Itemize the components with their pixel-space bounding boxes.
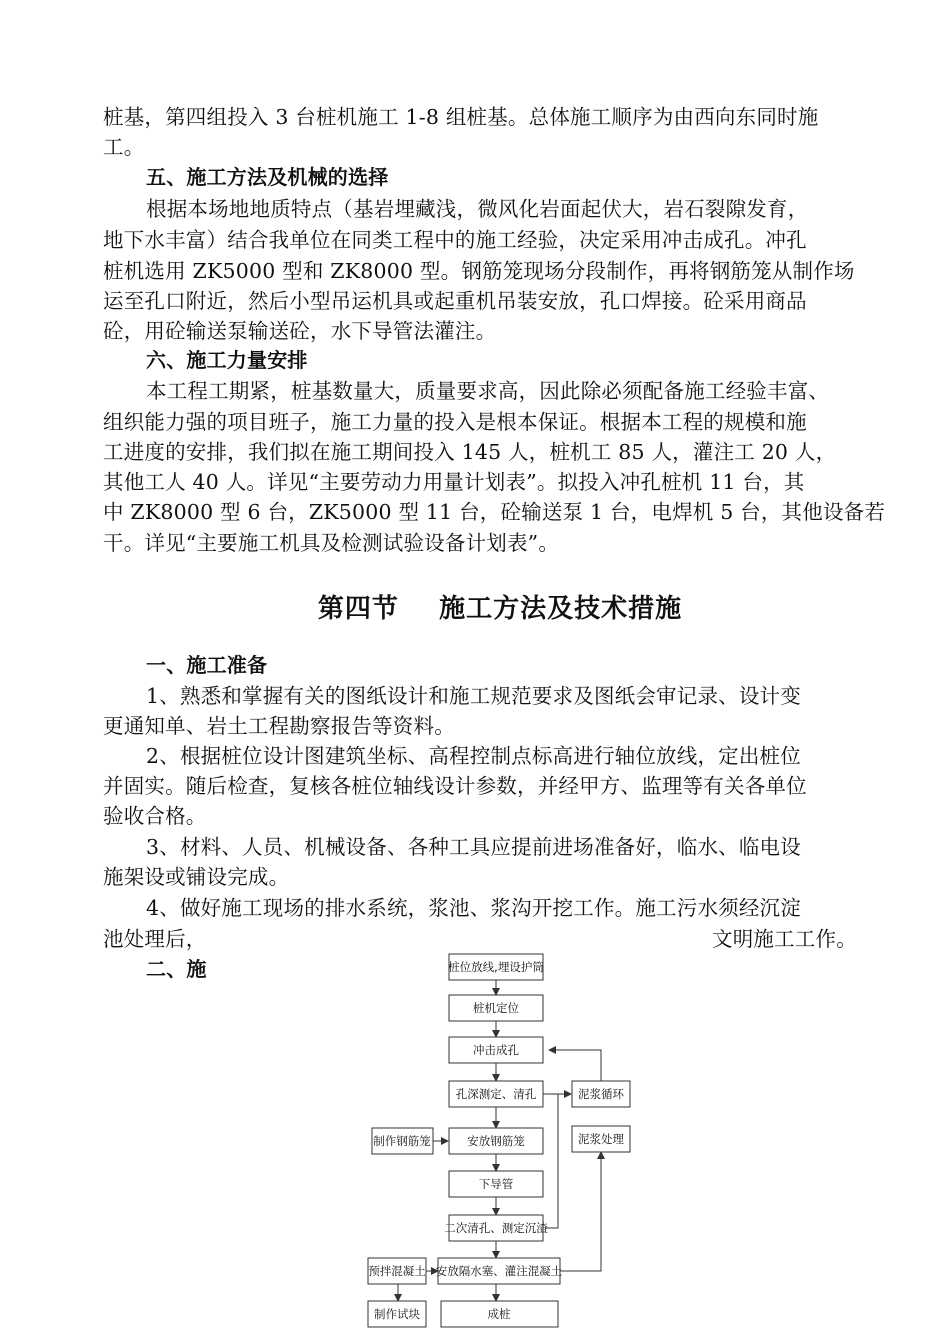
flow-line [542, 1094, 558, 1228]
flowchart-label: 制作钢筋笼 [373, 1134, 431, 1148]
paragraph-line: 桩机选用 ZK5000 型和 ZK8000 型。钢筋笼现场分段制作，再将钢筋笼从制作场 [103, 259, 855, 283]
section-heading: 五、施工方法及机械的选择 [146, 165, 389, 189]
paragraph-line: 4、做好施工现场的排水系统，浆池、浆沟开挖工作。施工污水须经沉淀 [146, 896, 801, 920]
flowchart-label: 孔深测定、清孔 [455, 1087, 537, 1101]
flowchart-label: 泥浆循环 [578, 1087, 624, 1101]
section-heading: 六、施工力量安排 [146, 348, 308, 372]
paragraph-line: 并固实。随后检查，复核各桩位轴线设计参数，并经甲方、监理等有关各单位 [103, 774, 807, 798]
paragraph-line: 2、根据桩位设计图建筑坐标、高程控制点标高进行轴位放线，定出桩位 [146, 744, 801, 768]
paragraph-line: 干。详见“主要施工机具及检测试验设备计划表”。 [103, 531, 560, 555]
paragraph-line: 组织能力强的项目班子，施工力量的投入是根本保证。根据本工程的规模和施 [103, 410, 807, 434]
section-title: 第四节 施工方法及技术措施 [317, 594, 683, 624]
paragraph-line: 根据本场地地质特点（基岩埋藏浅，微风化岩面起伏大，岩石裂隙发育， [146, 197, 809, 221]
flowchart-label: 桩机定位 [473, 1001, 519, 1015]
flowchart-label: 成桩 [487, 1307, 511, 1321]
section-heading: 一、施工准备 [146, 653, 268, 677]
flowchart-label: 下导管 [478, 1177, 514, 1191]
paragraph-line: 工。 [103, 135, 145, 159]
paragraph-line: 桩基，第四组投入 3 台桩机施工 1-8 组桩基。总体施工顺序为由西向东同时施 [103, 105, 819, 129]
flowchart-label: 安放钢筋笼 [467, 1134, 525, 1148]
flow-arrow [560, 1152, 601, 1271]
paragraph-line: 更通知单、岩土工程勘察报告等资料。 [103, 714, 455, 738]
paragraph-line: 池处理后， [103, 927, 207, 951]
paragraph-line: 施架设或铺设完成。 [103, 865, 290, 889]
flowchart-label: 二次清孔、测定沉渣 [444, 1221, 548, 1235]
flowchart-label: 预拌混凝土 [368, 1264, 426, 1278]
paragraph-line: 验收合格。 [103, 804, 207, 828]
paragraph-line: 砼，用砼输送泵输送砼，水下导管法灌注。 [103, 319, 497, 343]
paragraph-line: 1、熟悉和掌握有关的图纸设计和施工规范要求及图纸会审记录、设计变 [146, 684, 801, 708]
paragraph-line: 3、材料、人员、机械设备、各种工具应提前进场准备好，临水、临电设 [146, 835, 801, 859]
flowchart-label: 冲击成孔 [473, 1043, 519, 1057]
paragraph-line: 地下水丰富）结合我单位在同类工程中的施工经验，决定采用冲击成孔。冲孔 [103, 228, 807, 252]
flow-arrow [549, 1050, 601, 1081]
flowchart-label: 泥浆处理 [578, 1132, 624, 1146]
paragraph-line: 运至孔口附近，然后小型吊运机具或起重机吊装安放，孔口焊接。砼采用商品 [103, 289, 807, 313]
paragraph-line: 中 ZK8000 型 6 台，ZK5000 型 11 台，砼输送泵 1 台，电焊机 5 台，其他设备若 [103, 500, 886, 524]
paragraph-line: 文明施工工作。 [712, 927, 857, 951]
flowchart-label: 桩位放线,埋设护筒 [448, 960, 544, 974]
paragraph-line: 其他工人 40 人。详见“主要劳动力用量计划表”。拟投入冲孔桩机 11 台，其 [103, 470, 805, 494]
flowchart-label: 制作试块 [374, 1307, 420, 1321]
paragraph-line: 工进度的安排，我们拟在施工期间投入 145 人，桩机工 85 人，灌注工 20 人， [103, 440, 837, 464]
paragraph-line: 本工程工期紧，桩基数量大，质量要求高，因此除必须配备施工经验丰富、 [146, 379, 830, 403]
section-heading: 二、施 [146, 957, 207, 981]
flowchart-label: 安放隔水塞、灌注混凝土 [435, 1264, 563, 1278]
